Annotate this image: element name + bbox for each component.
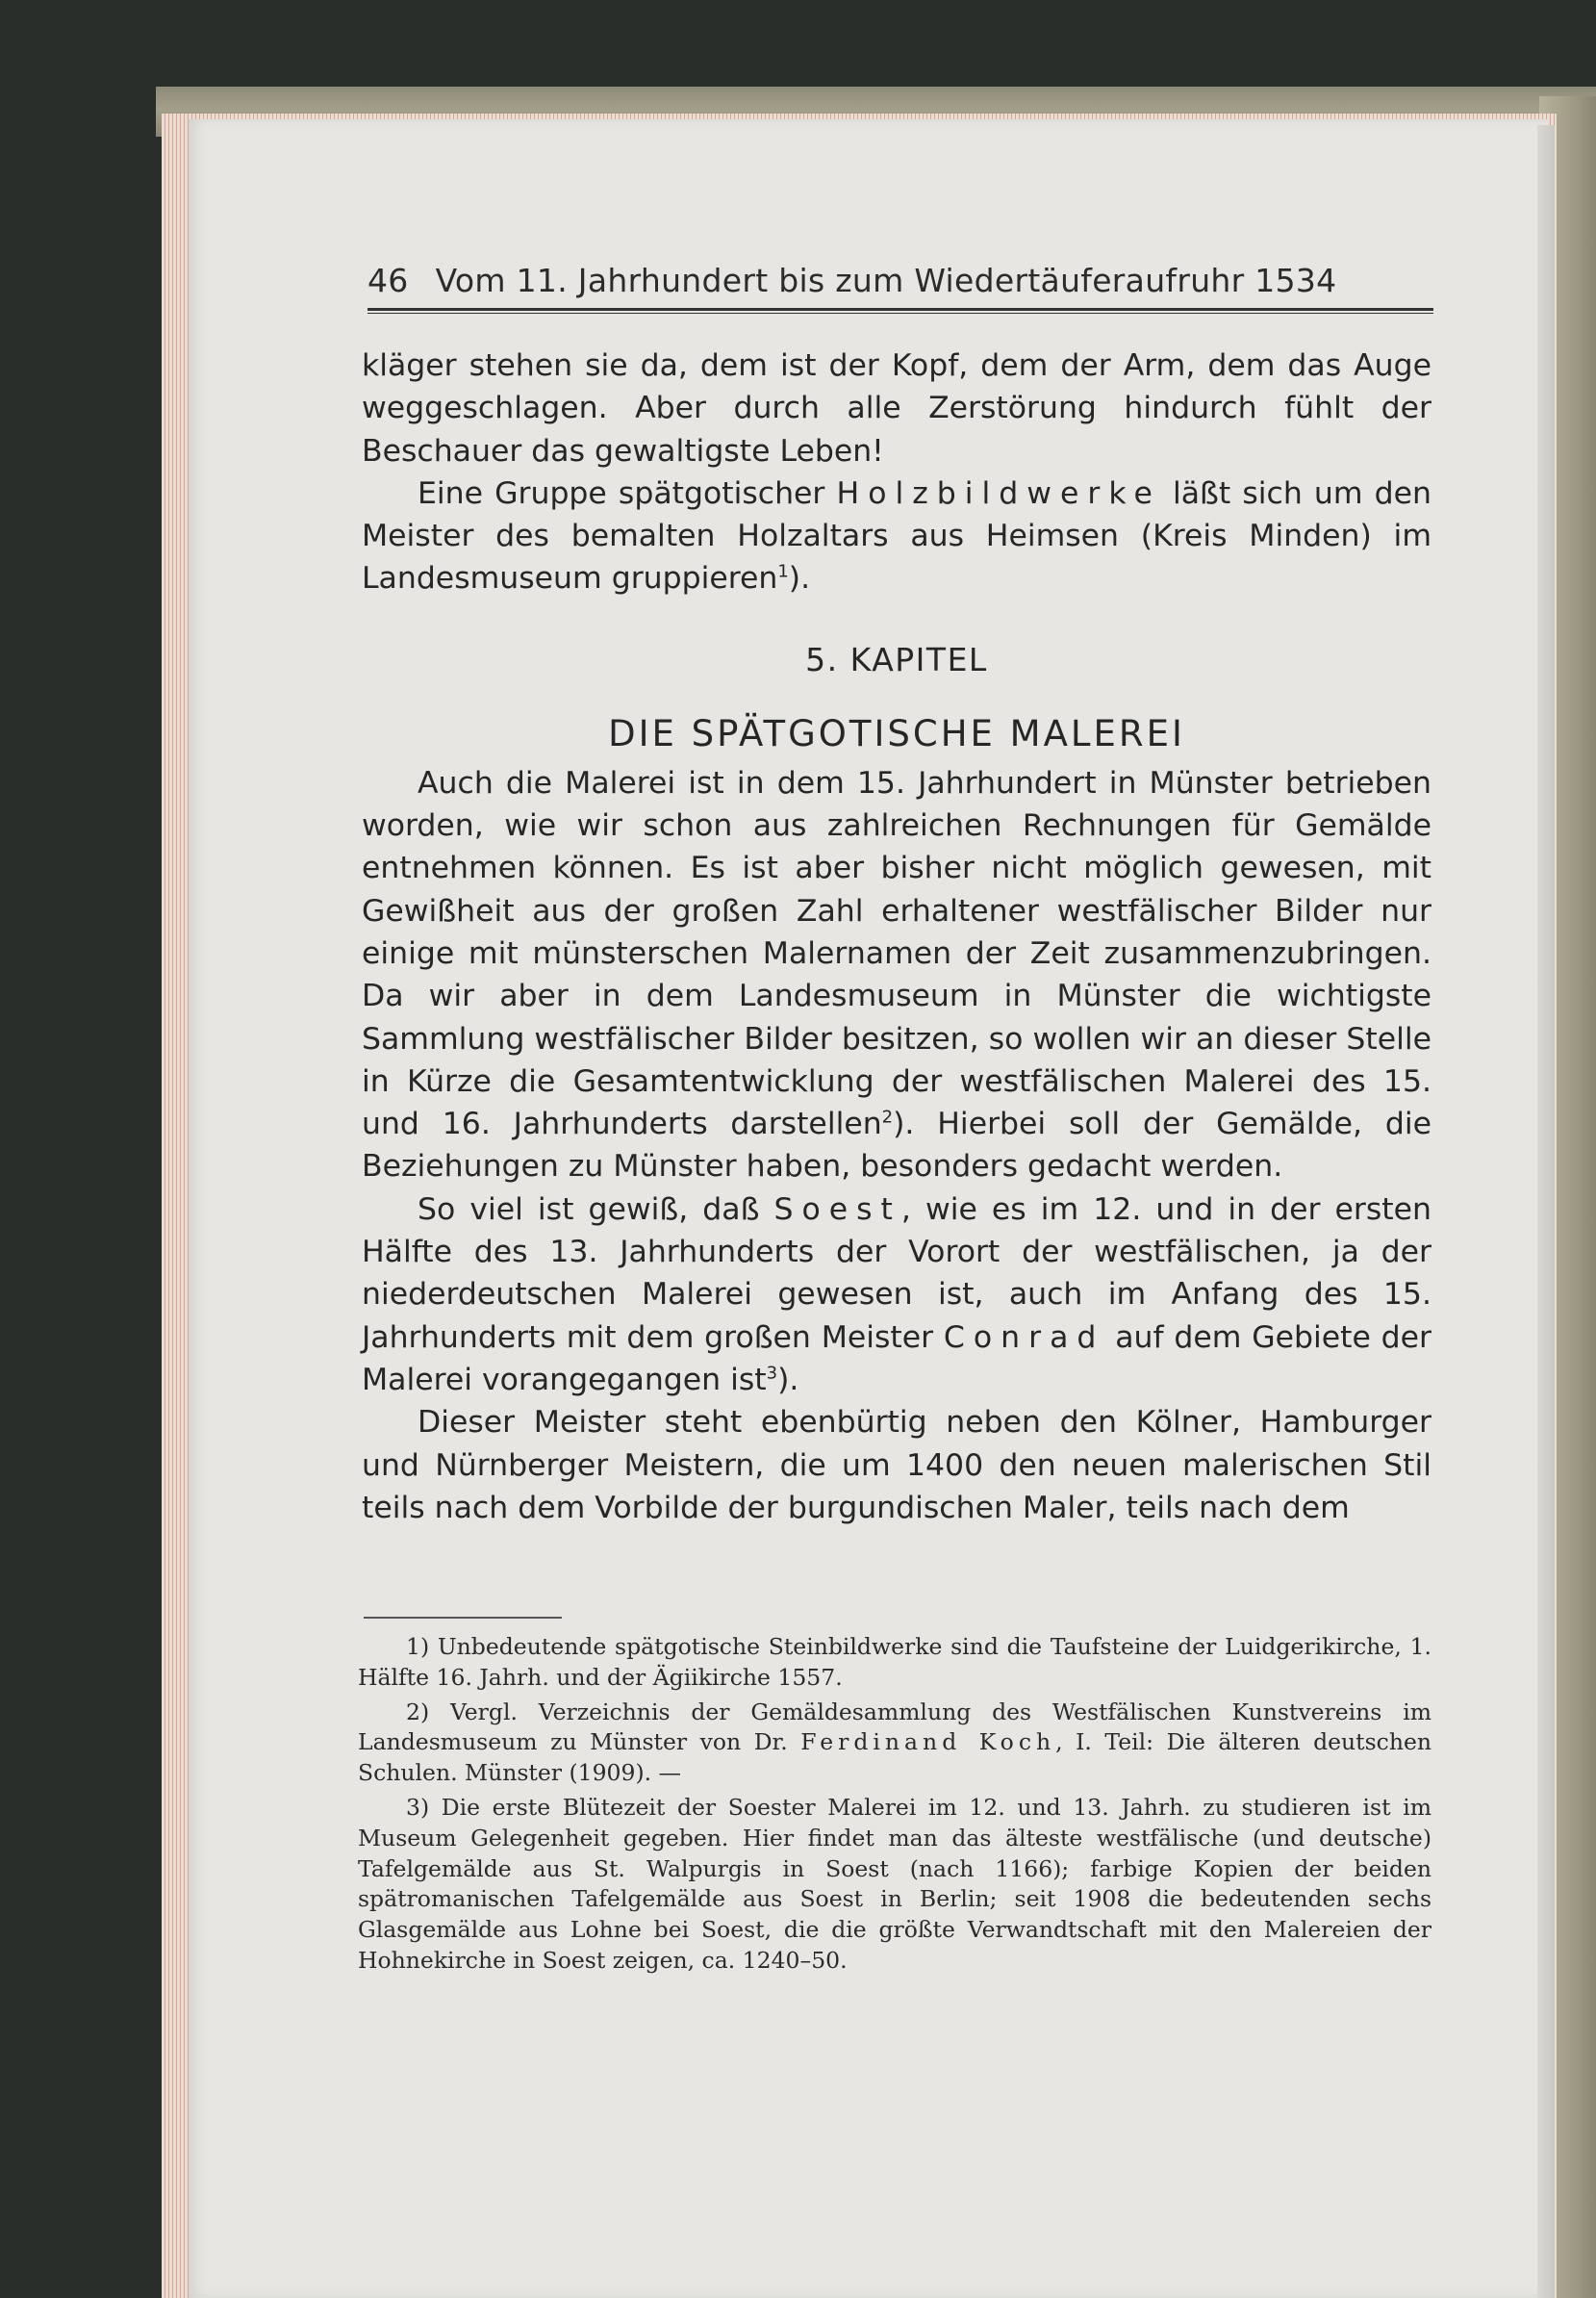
footnote-2-emphasis: Ferdinand Koch — [800, 1728, 1056, 1756]
paragraph-holzbildwerke — [362, 472, 1431, 600]
para4-text-c: auf dem Gebiete der Malerei vorangegangen ist — [362, 1319, 1431, 1397]
footnotes — [358, 1632, 1431, 1977]
header-rule — [367, 308, 1433, 314]
paragraph-malerei — [362, 762, 1431, 1188]
emphasis-holzbildwerke: Holzbildwerke — [836, 475, 1161, 511]
footnote-3: 3) Die erste Blütezeit der Soester Malerei im 12. und 13. Jahrh. zu studieren ist im Museum Gelegenheit gegeben. Hier findet man das älteste westfälische (und deutsche) Tafelgemälde aus St. Walpurgis in Soest (nach 1166); farbige Kopien der beiden spätromanischen Tafelgemälde aus Soest in Berlin; seit 1908 die bedeutenden sechs Glasgemälde aus Lohne bei Soest, die die größte Verwandtschaft mit den Malereien der Hohnekirche in Soest zeigen, ca. 1240–50. — [358, 1793, 1431, 1974]
footnote-2-text-b: , I. Teil: Die älteren deutschen Schulen. Münster (1909). — — [358, 1728, 1431, 1787]
page-number: 46 — [367, 262, 409, 299]
para5-text: Dieser Meister steht ebenbürtig neben den Kölner, Hamburger und Nürnberger Meistern, die um 1400 den neuen malerischen Stil teils nach dem Vorbilde der burgundischen Maler, teils nach dem — [362, 1405, 1431, 1525]
para3-text: Auch die Malerei ist in dem 15. Jahrhundert in Münster betrieben worden, wie wir schon aus zahlreichen Rechnungen für Gemälde entnehmen können. Es ist aber bisher nicht möglich gewesen, mit Gewißheit aus der großen Zahl erhaltener westfälischer Bilder nur einige mit münsterschen Malernamen der Zeit zusammenzubringen. Da wir aber in dem Landesmuseum in Münster die wichtigste Sammlung westfälischer Bilder besitzen, so wollen wir an dieser Stelle in Kürze die Gesamtentwicklung der westfälischen Malerei des 15. und 16. Jahrhunderts darstellen — [362, 765, 1431, 1142]
paragraph-meister — [362, 1401, 1431, 1529]
para3-text-b: ). Hierbei soll der Gemälde, die Beziehungen zu Münster haben, besonders gedacht werden. — [362, 1107, 1431, 1185]
footnote-2-text-a: 2) Vergl. Verzeichnis der Gemäldesammlung des Westfälischen Kunstvereins im Landesmuseum zu Münster von Dr. — [358, 1698, 1431, 1756]
para4-text-a: So viel ist gewiß, daß — [418, 1191, 774, 1227]
chapter-number: 5. KAPITEL — [805, 640, 988, 678]
footnote-ref-2: 2 — [881, 1107, 894, 1128]
paragraph-continued — [362, 345, 1431, 472]
para1-line2: weggeschlagen. Aber durch alle Zerstörung hindurch fühlt der — [362, 391, 1431, 426]
para1-line1: kläger stehen sie da, dem ist der Kopf, dem der Arm, dem das Auge — [362, 348, 1431, 383]
running-title: Vom 11. Jahrhundert bis zum Wiedertäuferaufruhr 1534 — [435, 262, 1337, 299]
footnote-rule — [364, 1617, 562, 1619]
footnote-ref-1: 1 — [777, 561, 789, 582]
page-fold — [1537, 125, 1555, 2298]
para4-text-d: ). — [777, 1362, 799, 1397]
running-head — [367, 262, 1433, 310]
para2-text-a: Eine Gruppe spätgotischer — [418, 475, 837, 511]
para2-text-b: läßt sich um den Meister des bemalten Holzaltars aus Heimsen (Kreis Minden) im Landesmuseum gruppieren — [362, 475, 1432, 597]
emphasis-soest: Soest — [773, 1191, 901, 1227]
footnote-2 — [358, 1698, 1431, 1789]
para2-text-c: ). — [788, 561, 811, 597]
paragraph-soest — [362, 1188, 1431, 1401]
body-text — [362, 345, 1431, 1529]
footnote-1: 1) Unbedeutende spätgotische Steinbildwerke sind die Taufsteine der Luidgerikirche, 1. Hälfte 16. Jahrh. und der Ägiikirche 1557. — [358, 1633, 1431, 1691]
chapter-title: DIE SPÄTGOTISCHE MALEREI — [608, 712, 1185, 754]
emphasis-conrad: Conrad — [943, 1319, 1105, 1355]
para1-line3: Beschauer das gewaltigste Leben! — [362, 433, 884, 469]
para4-text-b: , wie es im 12. und in der ersten Hälfte des 13. Jahrhunderts der Vorort der westfälischen, ja der niederdeutschen Malerei gewesen ist, auch im Anfang des 15. Jahrhunderts mit dem großen Meister — [362, 1191, 1431, 1355]
footnote-ref-3: 3 — [766, 1363, 778, 1384]
